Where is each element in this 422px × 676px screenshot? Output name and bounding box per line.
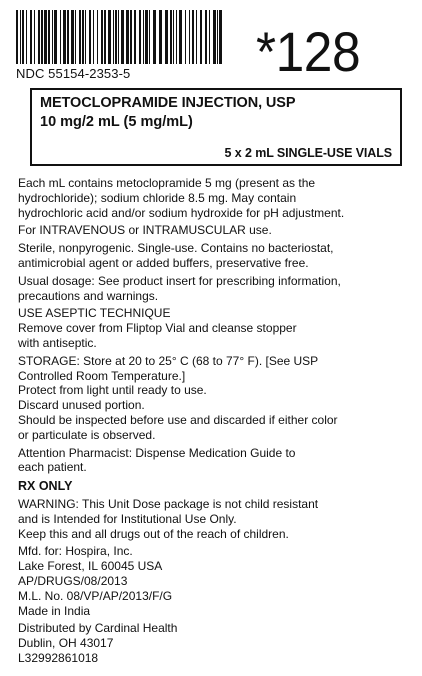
barcode-bar <box>97 10 98 64</box>
inspect-text <box>18 413 414 443</box>
barcode-bar <box>173 10 174 64</box>
route-text <box>18 223 414 238</box>
barcode-bar <box>75 10 76 64</box>
text-line: WARNING: This Unit Dose package is not child resistant <box>18 496 319 511</box>
manufacturer-text <box>18 544 414 618</box>
barcode-bar <box>30 10 32 64</box>
barcode-bar <box>153 10 156 64</box>
barcode-bar <box>217 10 218 64</box>
text-line: Should be inspected before use and discarded if either color <box>18 412 338 427</box>
text-line: Made in India <box>18 603 91 618</box>
text-line: STORAGE: Store at 20 to 25° C (68 to 77° F). [See USP <box>18 353 319 368</box>
barcode-bar <box>170 10 172 64</box>
text-line: L32992861018 <box>18 650 99 665</box>
text-line: M.L. No. 08/VP/AP/2013/F/G <box>18 588 173 603</box>
barcode-bar <box>52 10 53 64</box>
barcode-bar <box>79 10 81 64</box>
barcode-bar <box>34 10 35 64</box>
text-line: hydrochloric acid and/or sodium hydroxide for pH adjustment. <box>18 205 345 220</box>
rx-only: RX ONLY <box>18 479 73 494</box>
barcode-bar <box>22 10 24 64</box>
barcode-bar <box>196 10 197 64</box>
barcode-bar <box>143 10 144 64</box>
barcode-bar <box>63 10 66 64</box>
text-line: each patient. <box>18 460 87 475</box>
barcode-bar <box>38 10 40 64</box>
sterility-text <box>18 241 414 271</box>
barcode-bar <box>54 10 57 64</box>
storage-text <box>18 354 414 384</box>
barcode-bar <box>130 10 132 64</box>
protect-text <box>18 383 414 398</box>
barcode-bar <box>189 10 190 64</box>
ndc-number: NDC 55154-2353-5 <box>16 66 131 81</box>
barcode-bar <box>179 10 182 64</box>
text-line: USE ASEPTIC TECHNIQUE <box>18 306 171 321</box>
text-line: Controlled Room Temperature.] <box>18 368 186 383</box>
text-line: Usual dosage: See product insert for prescribing information, <box>18 273 341 288</box>
text-line: Sterile, nonpyrogenic. Single-use. Contains no bacteriostat, <box>18 241 334 256</box>
text-line: precautions and warnings. <box>18 288 159 303</box>
barcode-bar <box>93 10 94 64</box>
barcode-bar <box>192 10 194 64</box>
barcode-bar <box>165 10 168 64</box>
text-line: Lake Forest, IL 60045 USA <box>18 559 163 574</box>
distributor-text <box>18 621 414 665</box>
barcode-bar <box>108 10 111 64</box>
barcode-bar <box>149 10 150 64</box>
barcode-bar <box>134 10 136 64</box>
text-line: Attention Pharmacist: Dispense Medication Guide to <box>18 445 296 460</box>
text-line: antimicrobial agent or added buffers, preservative free. <box>18 255 309 270</box>
barcode-bar <box>16 10 18 64</box>
barcode-bar <box>44 10 47 64</box>
barcode-bar <box>118 10 119 64</box>
text-line: hydrochloride); sodium chloride 8.5 mg. May contain <box>18 190 297 205</box>
barcode-bar <box>85 10 86 64</box>
barcode-bar <box>71 10 74 64</box>
barcode-graphic <box>16 10 222 64</box>
text-line: AP/DRUGS/08/2013 <box>18 573 128 588</box>
text-line: Protect from light until ready to use. <box>18 383 207 398</box>
text-line: Dublin, OH 43017 <box>18 636 114 651</box>
barcode-bar <box>219 10 222 64</box>
text-line: Distributed by Cardinal Health <box>18 621 178 636</box>
text-line: or particulate is observed. <box>18 427 156 442</box>
barcode-bar <box>213 10 216 64</box>
barcode-bar <box>104 10 106 64</box>
barcode-bar <box>113 10 114 64</box>
text-line: Remove cover from Fliptop Vial and cleanse stopper <box>18 321 297 336</box>
barcode-bar <box>209 10 210 64</box>
composition-text <box>18 176 414 220</box>
barcode-bar <box>200 10 202 64</box>
product-name: METOCLOPRAMIDE INJECTION, USP <box>40 95 296 111</box>
text-line: and is Intended for Institutional Use Only. <box>18 511 237 526</box>
barcode-bar <box>176 10 177 64</box>
text-line: Keep this and all drugs out of the reach of children. <box>18 526 289 541</box>
barcode-bar <box>139 10 141 64</box>
barcode-bar <box>115 10 117 64</box>
discard-text <box>18 398 414 413</box>
text-line: with antiseptic. <box>18 335 97 350</box>
barcode-bar <box>41 10 43 64</box>
product-strength: 10 mg/2 mL (5 mg/mL) <box>40 114 193 130</box>
barcode-bar <box>82 10 84 64</box>
text-line: Mfd. for: Hospira, Inc. <box>18 544 133 559</box>
product-box <box>30 88 402 166</box>
barcode-bar <box>60 10 61 64</box>
barcode-bar <box>48 10 50 64</box>
barcode <box>16 10 222 64</box>
text-line: Each mL contains metoclopramide 5 mg (present as the <box>18 176 316 190</box>
barcode-bar <box>20 10 21 64</box>
barcode-bar <box>101 10 103 64</box>
barcode-bar <box>159 10 162 64</box>
barcode-bar <box>121 10 124 64</box>
text-line: For INTRAVENOUS or INTRAMUSCULAR use. <box>18 223 272 238</box>
package-description: 5 x 2 mL SINGLE-USE VIALS <box>224 146 392 160</box>
barcode-bar <box>145 10 148 64</box>
barcode-bar <box>67 10 69 64</box>
text-line: Discard unused portion. <box>18 398 145 413</box>
warning-text <box>18 497 414 541</box>
dosage-text <box>18 274 414 304</box>
attention-text <box>18 446 414 476</box>
barcode-bar <box>185 10 186 64</box>
label-text <box>18 176 414 669</box>
barcode-bar <box>205 10 207 64</box>
barcode-bar <box>26 10 27 64</box>
barcode-bar <box>126 10 129 64</box>
item-code: *128 <box>256 20 361 83</box>
aseptic-text <box>18 306 414 350</box>
barcode-bar <box>89 10 91 64</box>
